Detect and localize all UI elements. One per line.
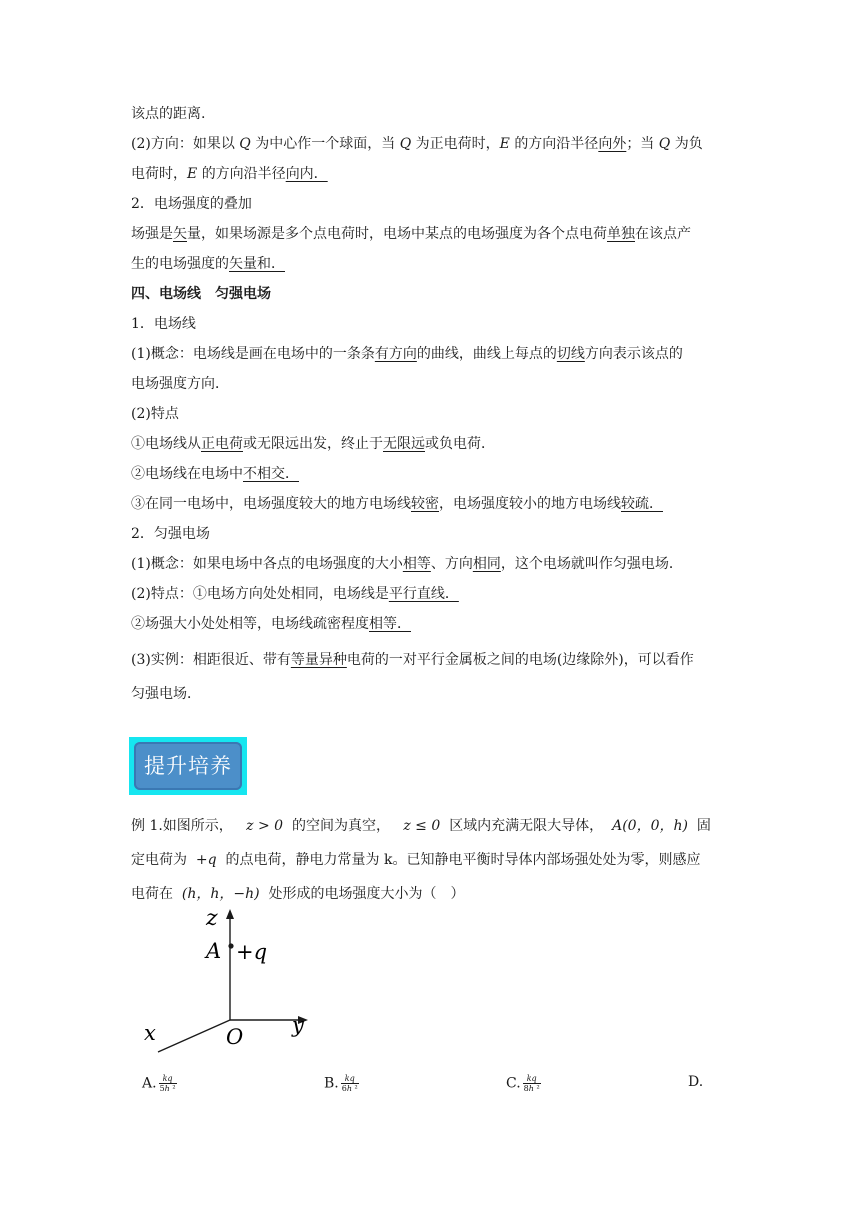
text-line bbox=[131, 494, 663, 514]
text-line bbox=[131, 684, 201, 704]
text-run: 、方向 bbox=[430, 556, 473, 572]
option-label: B. bbox=[324, 1075, 339, 1092]
text-line bbox=[131, 650, 694, 670]
fraction bbox=[523, 1074, 541, 1093]
section-heading bbox=[131, 284, 271, 304]
symbol-e: E bbox=[187, 166, 198, 182]
point-a-dot bbox=[228, 943, 233, 948]
text-line bbox=[131, 104, 205, 124]
text-run: 例 1.如图所示， bbox=[131, 818, 233, 834]
fraction-denominator: 5ℎ ² bbox=[159, 1084, 176, 1093]
underlined-answer: 向外 bbox=[598, 136, 627, 152]
fraction-denominator: 6ℎ ² bbox=[341, 1084, 358, 1093]
text-line bbox=[131, 554, 683, 574]
symbol-q: Q bbox=[658, 136, 671, 152]
text-run: ②电场线在电场中 bbox=[131, 466, 243, 482]
x-axis bbox=[158, 1020, 230, 1052]
text-run: 的方向沿半径 bbox=[201, 166, 286, 182]
text-line bbox=[131, 434, 495, 454]
underlined-answer: 平行直线． bbox=[388, 586, 459, 602]
underlined-answer: 不相交． bbox=[243, 466, 299, 482]
text-line bbox=[131, 224, 691, 244]
underlined-answer: 正电荷 bbox=[201, 436, 243, 452]
text-run: ①电场线从 bbox=[131, 436, 201, 452]
fraction bbox=[159, 1074, 177, 1093]
underlined-answer: 有方向 bbox=[374, 346, 417, 362]
text-run: 场强是 bbox=[131, 226, 173, 242]
text-run: ③在同一电场中，电场强度较大的地方电场线 bbox=[131, 496, 411, 512]
example-line bbox=[131, 816, 711, 836]
text-run: (2)特点 bbox=[131, 406, 179, 422]
math-expression: A(0，0，ℎ) bbox=[612, 818, 688, 834]
z-label: z bbox=[206, 906, 218, 931]
text-run: ，这个电场就叫作匀强电场． bbox=[500, 556, 683, 572]
fraction bbox=[341, 1074, 359, 1093]
text-line bbox=[131, 524, 210, 544]
text-run: 或负电荷． bbox=[425, 436, 495, 452]
text-line bbox=[131, 134, 703, 154]
text-run: 的方向沿半径 bbox=[514, 136, 599, 152]
charge-label: +q bbox=[236, 940, 268, 964]
underlined-answer: 切线 bbox=[556, 346, 585, 362]
option-c[interactable] bbox=[506, 1074, 541, 1093]
text-run: 该点的距离. bbox=[131, 106, 206, 122]
text-run: 电场强度方向． bbox=[131, 376, 229, 392]
underlined-answer: 单独 bbox=[607, 226, 635, 242]
section-badge bbox=[129, 737, 247, 795]
text-run: 在该点产 bbox=[635, 226, 691, 242]
text-run: 方向表示该点的 bbox=[584, 346, 683, 362]
text-run: 固 bbox=[696, 818, 711, 834]
text-line bbox=[131, 464, 299, 484]
underlined-answer: 矢 bbox=[173, 226, 187, 242]
y-label: y bbox=[292, 1013, 304, 1037]
a-label: A bbox=[206, 939, 222, 963]
example-line bbox=[131, 850, 700, 870]
subheading: 1．电场线 bbox=[131, 316, 196, 332]
text-run: ，电场强度较小的地方电场线 bbox=[439, 496, 621, 512]
symbol-q: Q bbox=[239, 136, 251, 152]
option-a[interactable] bbox=[142, 1074, 177, 1093]
text-run: 区域内充满无限大导体， bbox=[449, 818, 604, 834]
text-run: 生的电场强度的 bbox=[131, 256, 229, 272]
text-run: 电荷时， bbox=[131, 166, 187, 182]
underlined-answer: 相等 bbox=[402, 556, 431, 572]
text-run: 为中心作一个球面，当 bbox=[255, 136, 396, 152]
option-b[interactable] bbox=[324, 1074, 359, 1093]
text-run: 的曲线，曲线上每点的 bbox=[416, 346, 557, 362]
text-run: 量，如果场源是多个点电荷时，电场中某点的电场强度为各个点电荷 bbox=[187, 226, 607, 242]
text-line bbox=[131, 194, 252, 214]
text-line bbox=[131, 164, 328, 184]
underlined-answer: 向内． bbox=[285, 166, 328, 182]
underlined-answer: 相等． bbox=[369, 616, 411, 632]
text-line bbox=[131, 614, 411, 634]
underlined-answer: 等量异种 bbox=[290, 652, 347, 668]
section-badge-label: 提升培养 bbox=[134, 742, 242, 790]
underlined-answer: 较疏． bbox=[621, 496, 663, 512]
math-expression: z ≤ 0 bbox=[403, 818, 441, 834]
text-line bbox=[131, 344, 683, 364]
underlined-answer: 矢量和． bbox=[229, 256, 285, 272]
text-run: 的空间为真空， bbox=[292, 818, 390, 834]
text-line bbox=[131, 314, 196, 334]
text-run: 定电荷为 bbox=[131, 852, 187, 868]
text-run: 匀强电场． bbox=[131, 686, 201, 702]
symbol-q: Q bbox=[399, 136, 412, 152]
text-run: (2)特点：①电场方向处处相同，电场线是 bbox=[131, 586, 389, 602]
text-run: 电荷的一对平行金属板之间的电场(边缘除外)，可以看作 bbox=[346, 652, 694, 668]
math-expression: (ℎ，ℎ，−ℎ) bbox=[181, 886, 260, 902]
option-label: D. bbox=[688, 1074, 704, 1090]
math-expression: +q bbox=[195, 852, 217, 868]
text-line bbox=[131, 374, 229, 394]
underlined-answer: 无限远 bbox=[383, 436, 425, 452]
text-line bbox=[131, 404, 179, 424]
option-label: C. bbox=[506, 1075, 521, 1092]
text-run: 的点电荷，静电力常量为 k。已知静电平衡时导体内部场强处处为零，则感应 bbox=[225, 852, 701, 868]
coordinate-axes-figure bbox=[140, 905, 330, 1055]
example-line bbox=[131, 884, 465, 904]
fraction-numerator: kq bbox=[341, 1074, 359, 1084]
text-run: (3)实例：相距很近、带有 bbox=[131, 652, 291, 668]
text-run: 电荷在 bbox=[131, 886, 173, 902]
section-heading-text: 四、电场线 匀强电场 bbox=[131, 286, 271, 302]
x-label: x bbox=[144, 1021, 156, 1045]
option-d[interactable] bbox=[688, 1074, 703, 1090]
text-run: (1)概念：如果电场中各点的电场强度的大小 bbox=[131, 556, 403, 572]
text-run: (2)方向：如果以 bbox=[131, 136, 235, 152]
text-run: ②场强大小处处相等，电场线疏密程度 bbox=[131, 616, 369, 632]
text-run: (1)概念：电场线是画在电场中的一条条 bbox=[131, 346, 375, 362]
origin-label: O bbox=[226, 1025, 244, 1049]
symbol-e: E bbox=[499, 136, 510, 152]
math-expression: z > 0 bbox=[246, 818, 284, 834]
text-run: 处形成的电场强度大小为（ ） bbox=[268, 886, 465, 902]
fraction-denominator: 8ℎ ² bbox=[523, 1084, 540, 1093]
underlined-answer: 较密 bbox=[411, 496, 439, 512]
subheading: 2．匀强电场 bbox=[131, 526, 210, 542]
text-line bbox=[131, 584, 459, 604]
text-run: 为负 bbox=[674, 136, 703, 152]
text-line bbox=[131, 254, 285, 274]
text-run: 为正电荷时， bbox=[415, 136, 500, 152]
text-run: ；当 bbox=[626, 136, 655, 152]
fraction-numerator: kq bbox=[523, 1074, 541, 1084]
underlined-answer: 相同 bbox=[472, 556, 501, 572]
option-label: A. bbox=[142, 1075, 157, 1092]
fraction-numerator: kq bbox=[159, 1074, 177, 1084]
z-axis-arrow-icon bbox=[226, 909, 234, 919]
text-run: 或无限远出发，终止于 bbox=[243, 436, 383, 452]
subheading: 2．电场强度的叠加 bbox=[131, 196, 252, 212]
